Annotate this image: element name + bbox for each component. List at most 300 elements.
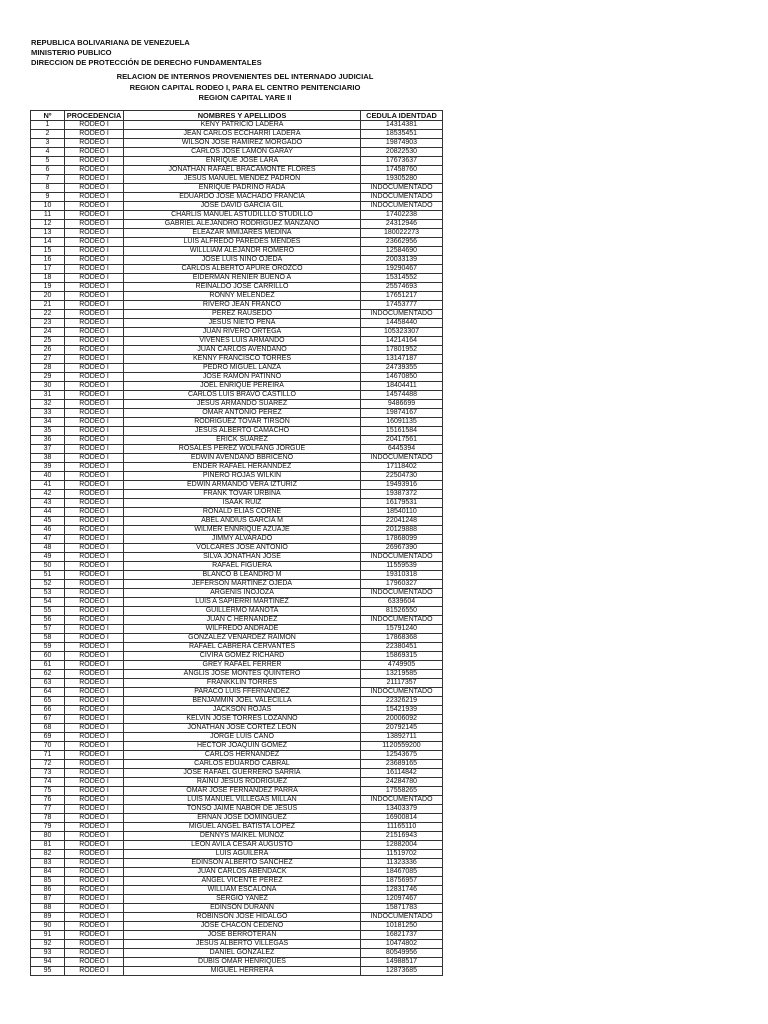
table-row [31,400,443,409]
row-cedula: INDOCUMENTADO [361,193,443,202]
row-name: DENNYS MAIKEL MUNOZ [124,832,361,841]
row-procedencia: RODEO I [65,139,124,148]
row-cedula: 12831746 [361,886,443,895]
row-procedencia: RODEO I [65,760,124,769]
row-procedencia: RODEO I [65,670,124,679]
row-number: 23 [31,319,65,328]
table-row [31,742,443,751]
row-procedencia: RODEO I [65,166,124,175]
row-number: 95 [31,967,65,976]
row-name: JUAN CARLOS ABENDACK [124,868,361,877]
table-row [31,652,443,661]
row-cedula: 24739355 [361,364,443,373]
row-number: 27 [31,355,65,364]
table-row [31,544,443,553]
row-number: 56 [31,616,65,625]
row-cedula: 14574488 [361,391,443,400]
row-procedencia: RODEO I [65,607,124,616]
row-name: WILSON JOSE RAMIREZ MORGADO [124,139,361,148]
table-row [31,373,443,382]
table-row [31,859,443,868]
row-cedula: 15161584 [361,427,443,436]
row-cedula: 14988517 [361,958,443,967]
row-cedula: 16821737 [361,931,443,940]
row-procedencia: RODEO I [65,553,124,562]
row-cedula: 21117357 [361,679,443,688]
table-row [31,247,443,256]
row-number: 71 [31,751,65,760]
row-number: 55 [31,607,65,616]
row-number: 70 [31,742,65,751]
table-header-row [31,111,443,121]
row-procedencia: RODEO I [65,328,124,337]
row-name: LUIS AGUILERA [124,850,361,859]
row-name: CARLOS LUIS BRAVO CASTILLO [124,391,361,400]
title-line-1: RELACION DE INTERNOS PROVENIENTES DEL INTERNADO JUDICIAL [116,72,374,81]
table-row [31,265,443,274]
row-number: 84 [31,868,65,877]
row-number: 33 [31,409,65,418]
row-procedencia: RODEO I [65,922,124,931]
table-row [31,589,443,598]
row-cedula: 18535451 [361,130,443,139]
table-row [31,148,443,157]
row-cedula: 18404411 [361,382,443,391]
row-name: JOSE RAFAEL GUERRERO SARRIA [124,769,361,778]
row-procedencia: RODEO I [65,265,124,274]
row-procedencia: RODEO I [65,238,124,247]
table-row [31,193,443,202]
row-number: 91 [31,931,65,940]
row-name: SILVA JONATHAN JOSE [124,553,361,562]
table-row [31,157,443,166]
row-name: FRANK TOVAR URBINA [124,490,361,499]
row-number: 11 [31,211,65,220]
table-row [31,886,443,895]
row-name: GUILLERMO MANOTA [124,607,361,616]
table-body [31,121,443,976]
row-number: 42 [31,490,65,499]
row-procedencia: RODEO I [65,346,124,355]
row-cedula: 11323336 [361,859,443,868]
row-cedula: 11165110 [361,823,443,832]
row-number: 41 [31,481,65,490]
row-number: 35 [31,427,65,436]
row-cedula: 14314381 [361,121,443,130]
row-number: 92 [31,940,65,949]
row-number: 94 [31,958,65,967]
row-number: 83 [31,859,65,868]
row-number: 79 [31,823,65,832]
row-name: KENNY FRANCISCO TORRES [124,355,361,364]
table-row [31,418,443,427]
row-number: 2 [31,130,65,139]
row-procedencia: RODEO I [65,355,124,364]
table-row [31,508,443,517]
table-row [31,229,443,238]
row-number: 19 [31,283,65,292]
row-cedula: 10181250 [361,922,443,931]
row-number: 46 [31,526,65,535]
row-cedula: 17402238 [361,211,443,220]
row-cedula: 16179531 [361,499,443,508]
row-name: BENJAMMIN JOEL VALECILLA [124,697,361,706]
row-name: EDWIN AVENDANO BBRICENO [124,454,361,463]
row-procedencia: RODEO I [65,499,124,508]
table-row [31,166,443,175]
row-name: JACKSON ROJAS [124,706,361,715]
row-number: 50 [31,562,65,571]
row-name: WILMER ENNRIQUE AZUAJE [124,526,361,535]
row-number: 63 [31,679,65,688]
row-name: OMAR ANTONIO PEREZ [124,409,361,418]
row-procedencia: RODEO I [65,931,124,940]
row-procedencia: RODEO I [65,148,124,157]
row-number: 30 [31,382,65,391]
table-row [31,814,443,823]
title-line-3: REGION CAPITAL YARE II [198,93,292,102]
row-procedencia: RODEO I [65,742,124,751]
row-number: 87 [31,895,65,904]
row-number: 73 [31,769,65,778]
header-republic: REPUBLICA BOLIVARIANA DE VENEZUELA [31,38,190,47]
table-row [31,787,443,796]
table-row [31,382,443,391]
row-number: 49 [31,553,65,562]
row-procedencia: RODEO I [65,706,124,715]
row-cedula: 15421939 [361,706,443,715]
table-row [31,643,443,652]
row-cedula: 13403379 [361,805,443,814]
row-procedencia: RODEO I [65,877,124,886]
row-number: 25 [31,337,65,346]
row-procedencia: RODEO I [65,769,124,778]
row-procedencia: RODEO I [65,418,124,427]
row-name: SERGIO YANEZ [124,895,361,904]
row-procedencia: RODEO I [65,805,124,814]
row-procedencia: RODEO I [65,958,124,967]
row-number: 69 [31,733,65,742]
row-procedencia: RODEO I [65,832,124,841]
row-name: DUBIS OMAR HENRIQUES [124,958,361,967]
row-procedencia: RODEO I [65,634,124,643]
table-row [31,679,443,688]
row-cedula: 13219585 [361,670,443,679]
row-name: ISAAK RUIZ [124,499,361,508]
row-name: REINALDO JOSE CARRILLO [124,283,361,292]
row-procedencia: RODEO I [65,679,124,688]
row-cedula: 12584690 [361,247,443,256]
row-name: JESUS ALBERTO CAMACHO [124,427,361,436]
row-name: PARACO LUIS FFERNANDEZ [124,688,361,697]
table-row [31,436,443,445]
row-procedencia: RODEO I [65,616,124,625]
table-row [31,220,443,229]
row-name: CARLOS HERNANDEZ [124,751,361,760]
row-number: 26 [31,346,65,355]
row-cedula: 19874903 [361,139,443,148]
row-name: PEREZ RAUSEDO [124,310,361,319]
row-procedencia: RODEO I [65,490,124,499]
table-row [31,895,443,904]
row-number: 6 [31,166,65,175]
row-cedula: 17801952 [361,346,443,355]
row-cedula: 17453777 [361,301,443,310]
row-cedula: 17118402 [361,463,443,472]
row-name: CIVIRA GOMEZ RICHARD [124,652,361,661]
row-number: 29 [31,373,65,382]
row-procedencia: RODEO I [65,256,124,265]
row-number: 15 [31,247,65,256]
row-name: JONATHAN RAFAEL BRACAMONTE FLORES [124,166,361,175]
row-procedencia: RODEO I [65,229,124,238]
table-row [31,454,443,463]
row-number: 72 [31,760,65,769]
row-name: GONZALEZ VENARDEZ RAIMON [124,634,361,643]
document-title [60,72,430,104]
row-name: KELVIN JOSE TORRES LOZANNO [124,715,361,724]
row-number: 20 [31,292,65,301]
table-row [31,598,443,607]
row-name: PEDRO MIGUEL LANZA [124,364,361,373]
row-cedula: 17651217 [361,292,443,301]
row-cedula: 14458440 [361,319,443,328]
row-procedencia: RODEO I [65,472,124,481]
row-procedencia: RODEO I [65,724,124,733]
row-name: TONSO JAIME NABOR DE JESUS [124,805,361,814]
table-row [31,634,443,643]
row-cedula: 18467085 [361,868,443,877]
table-row [31,202,443,211]
table-row [31,940,443,949]
row-procedencia: RODEO I [65,364,124,373]
row-number: 58 [31,634,65,643]
row-number: 57 [31,625,65,634]
row-procedencia: RODEO I [65,400,124,409]
row-procedencia: RODEO I [65,247,124,256]
row-name: EDWIN ARMANDO VERA IZTURIZ [124,481,361,490]
row-number: 12 [31,220,65,229]
row-procedencia: RODEO I [65,796,124,805]
table-row [31,868,443,877]
row-cedula: 20417561 [361,436,443,445]
row-procedencia: RODEO I [65,589,124,598]
row-name: RAINU JESUS RODRIGUEZ [124,778,361,787]
row-procedencia: RODEO I [65,940,124,949]
row-number: 3 [31,139,65,148]
row-procedencia: RODEO I [65,130,124,139]
table-row [31,724,443,733]
row-cedula: 23662956 [361,238,443,247]
table-row [31,616,443,625]
table-row [31,175,443,184]
row-cedula: 22380451 [361,643,443,652]
row-number: 93 [31,949,65,958]
row-name: JORGE LUIS CANO [124,733,361,742]
table-row [31,139,443,148]
row-name: ENRIQUE JOSE LARA [124,157,361,166]
table-row [31,922,443,931]
row-number: 66 [31,706,65,715]
row-cedula: 22326219 [361,697,443,706]
row-cedula: 19874167 [361,409,443,418]
row-cedula: INDOCUMENTADO [361,589,443,598]
row-name: ABEL ANDIUS GARCIA M [124,517,361,526]
row-number: 36 [31,436,65,445]
row-name: LUIS A SAPIERRI MARTINEZ [124,598,361,607]
row-procedencia: RODEO I [65,283,124,292]
row-name: LEON AVILA CESAR AUGUSTO [124,841,361,850]
row-number: 7 [31,175,65,184]
row-procedencia: RODEO I [65,337,124,346]
row-name: OMAR JOSE FERNANDEZ PARRA [124,787,361,796]
table-row [31,283,443,292]
row-procedencia: RODEO I [65,319,124,328]
row-number: 76 [31,796,65,805]
row-number: 80 [31,832,65,841]
row-cedula: 80549956 [361,949,443,958]
row-procedencia: RODEO I [65,544,124,553]
row-number: 9 [31,193,65,202]
row-cedula: 17558265 [361,787,443,796]
row-cedula: 12873685 [361,967,443,976]
column-header-procedencia: PROCEDENCIA [65,111,124,121]
row-procedencia: RODEO I [65,661,124,670]
row-cedula: 23689165 [361,760,443,769]
table-row [31,688,443,697]
row-number: 75 [31,787,65,796]
row-procedencia: RODEO I [65,193,124,202]
row-procedencia: RODEO I [65,904,124,913]
row-name: ANGEL VICENTE PEREZ [124,877,361,886]
row-name: RODRIGUEZ TOVAR TIRSON [124,418,361,427]
row-cedula: 11559539 [361,562,443,571]
table-row [31,301,443,310]
row-procedencia: RODEO I [65,850,124,859]
row-name: ROBINSON JOSE HIDALGO [124,913,361,922]
row-name: ERNAN JOSE DOMINGUEZ [124,814,361,823]
row-cedula: 15791240 [361,625,443,634]
row-name: BLANCO B LEANDRO M [124,571,361,580]
row-number: 54 [31,598,65,607]
row-number: 22 [31,310,65,319]
row-procedencia: RODEO I [65,373,124,382]
row-name: ENDER RAFAEL HERANNDEZ [124,463,361,472]
table-row [31,274,443,283]
row-name: LUIS ALFREDO PAREDES MENDES [124,238,361,247]
row-cedula: 18540110 [361,508,443,517]
row-procedencia: RODEO I [65,301,124,310]
row-procedencia: RODEO I [65,688,124,697]
row-number: 81 [31,841,65,850]
row-name: ENRIQUE PADRINO RADA [124,184,361,193]
row-name: DANIEL GONZALEZ [124,949,361,958]
row-number: 10 [31,202,65,211]
row-cedula: INDOCUMENTADO [361,616,443,625]
row-name: LUIS MANUEL VILLEGAS MILLAN [124,796,361,805]
table-row [31,580,443,589]
table-row [31,364,443,373]
row-name: GABRIEL ALEJANDRO RODRIGUEZ MANZANO [124,220,361,229]
row-name: VIVENES LUIS ARMANDO [124,337,361,346]
row-name: JEAN CARLOS ECCHARRI LADERA [124,130,361,139]
row-name: FRANKKLIN TORRES [124,679,361,688]
table-row [31,877,443,886]
row-number: 53 [31,589,65,598]
row-name: WILLLIAM ALEJANDR ROMERO [124,247,361,256]
row-name: RONNY MELENDEZ [124,292,361,301]
row-procedencia: RODEO I [65,535,124,544]
row-number: 38 [31,454,65,463]
row-cedula: 15871783 [361,904,443,913]
row-name: JOSE BERROTERAN [124,931,361,940]
table-row [31,607,443,616]
row-number: 68 [31,724,65,733]
row-name: RAFAEL FIGUERA [124,562,361,571]
row-procedencia: RODEO I [65,697,124,706]
row-cedula: 19310318 [361,571,443,580]
row-number: 16 [31,256,65,265]
row-name: JONATHAN JOSE CORTEZ LEON [124,724,361,733]
row-procedencia: RODEO I [65,391,124,400]
row-procedencia: RODEO I [65,454,124,463]
row-number: 13 [31,229,65,238]
row-procedencia: RODEO I [65,580,124,589]
row-cedula: 81526550 [361,607,443,616]
row-number: 62 [31,670,65,679]
row-name: JESUS ARMANDO SUAREZ [124,400,361,409]
table-row [31,463,443,472]
row-number: 24 [31,328,65,337]
table-row [31,958,443,967]
table-row [31,337,443,346]
row-cedula: 16091135 [361,418,443,427]
row-number: 60 [31,652,65,661]
row-procedencia: RODEO I [65,868,124,877]
row-number: 5 [31,157,65,166]
row-procedencia: RODEO I [65,481,124,490]
table-row [31,796,443,805]
row-name: WILLIAM ESCALONA [124,886,361,895]
row-cedula: 12543675 [361,751,443,760]
row-cedula: 17458760 [361,166,443,175]
table-row [31,535,443,544]
row-number: 65 [31,697,65,706]
row-name: JOSE LUIS NINO OJEDA [124,256,361,265]
row-procedencia: RODEO I [65,895,124,904]
row-name: RAFAEL CABRERA CERVANTES [124,643,361,652]
row-name: EDINSON ALBERTO SANCHEZ [124,859,361,868]
row-number: 8 [31,184,65,193]
row-number: 37 [31,445,65,454]
row-cedula: 14670850 [361,373,443,382]
table-row [31,625,443,634]
row-cedula: 6445394 [361,445,443,454]
row-procedencia: RODEO I [65,814,124,823]
table-row [31,571,443,580]
table-row [31,391,443,400]
table-row [31,355,443,364]
row-number: 89 [31,913,65,922]
row-procedencia: RODEO I [65,508,124,517]
row-procedencia: RODEO I [65,157,124,166]
row-name: EIDERMAN RENIER BUENO A [124,274,361,283]
table-row [31,481,443,490]
row-name: HECTOR JOAQUIN GOMEZ [124,742,361,751]
table-row [31,670,443,679]
row-cedula: 20033139 [361,256,443,265]
table-row [31,238,443,247]
